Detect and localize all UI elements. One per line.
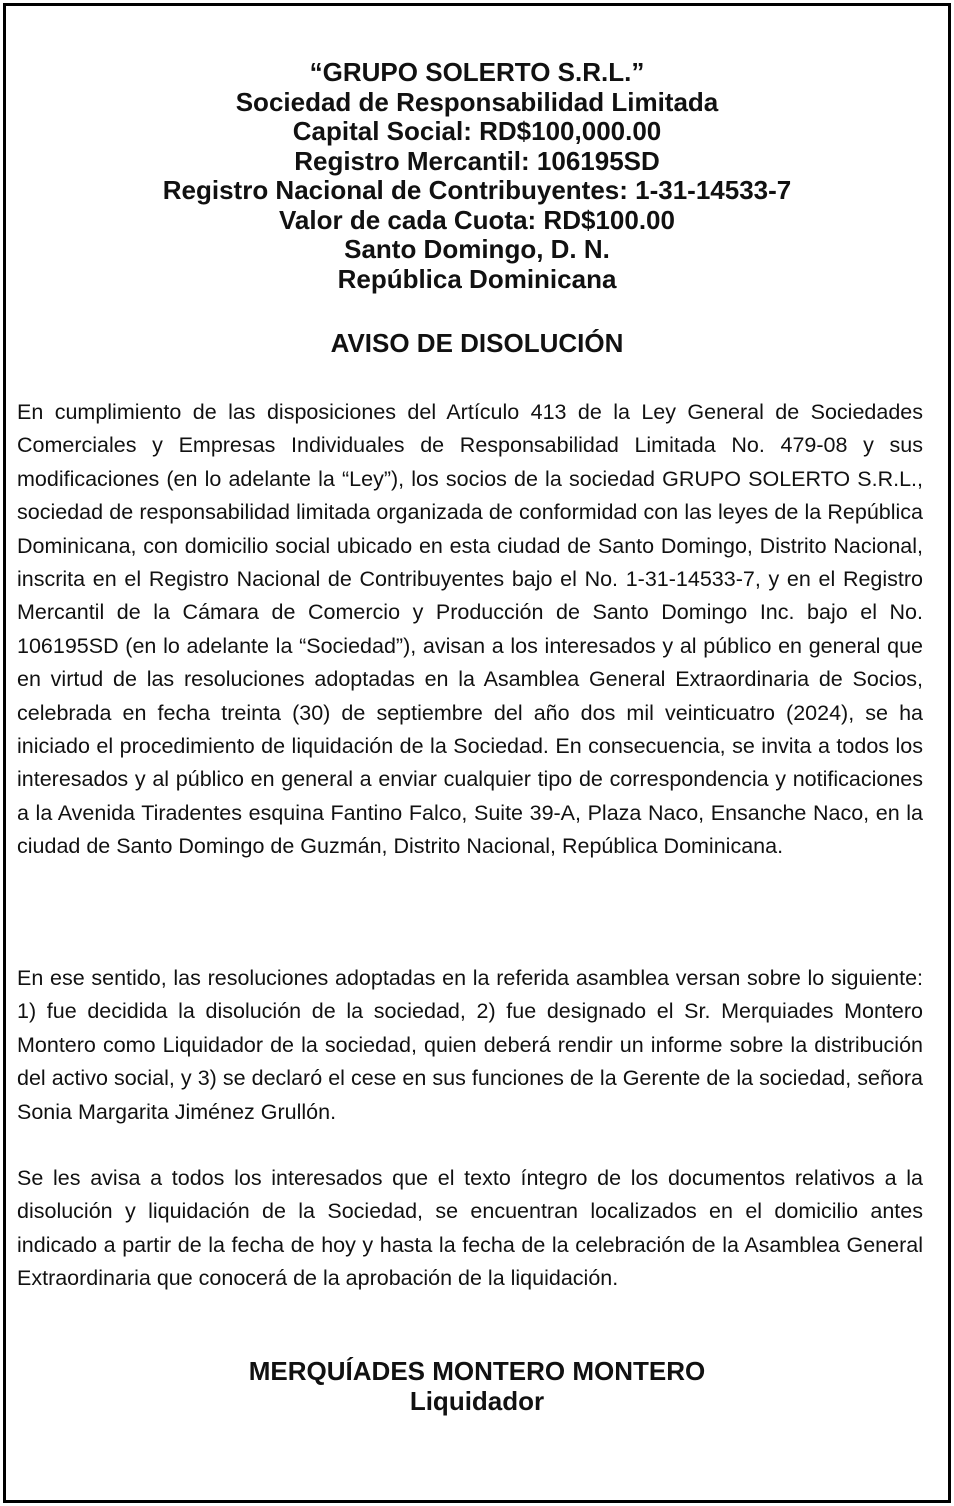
signatory-name: MERQUÍADES MONTERO MONTERO bbox=[248, 1356, 706, 1386]
city: Santo Domingo, D. N. bbox=[344, 234, 610, 264]
company-name: “GRUPO SOLERTO S.R.L.” bbox=[309, 57, 645, 87]
country: República Dominicana bbox=[337, 263, 617, 294]
notice-title: AVISO DE DISOLUCIÓN bbox=[330, 328, 624, 358]
company-type: Sociedad de Responsabilidad Limitada bbox=[235, 86, 719, 117]
notice-paragraph-1 bbox=[17, 396, 923, 864]
registro-mercantil: Registro Mercantil: 106195SD bbox=[294, 145, 660, 176]
share-value: Valor de cada Cuota: RD$100.00 bbox=[279, 204, 675, 235]
signature-block bbox=[0, 1356, 954, 1416]
company-header bbox=[0, 58, 954, 294]
paragraph-text: Se les avisa a todos los interesados que el texto íntegro de los documentos relativos a la disolución y liquidación de la Sociedad, se encuentran localizados en el domicilio antes indicado a partir de la fecha de hoy y hasta la fecha de la celebración de la Asamblea General Extraordinaria que conocerá de la aprobación de la liquidación. bbox=[17, 1166, 923, 1291]
rnc-number: Registro Nacional de Contribuyentes: 1-31-14533-7 bbox=[162, 175, 792, 205]
paragraph-text: En ese sentido, las resoluciones adoptadas en la referida asamblea versan sobre lo siguiente: 1) fue decidida la disolución de la sociedad, 2) fue designado el Sr. Merquiades Montero Montero como Liquidador de la sociedad, quien deberá rendir un informe sobre la distribución del activo social, y 3) se declaró el cese en sus funciones de la Gerente de la sociedad, señora Sonia Margarita Jiménez Grullón. bbox=[17, 966, 923, 1124]
paragraph-text: En cumplimiento de las disposiciones del Artículo 413 de la Ley General de Sociedades Comerciales y Empresas Individuales de Responsabilidad Limitada No. 479-08 y sus modificaciones (en lo adelante la “Ley”), los socios de la sociedad GRUPO SOLERTO S.R.L., sociedad de responsabilidad limitada organizada de conformidad con las leyes de la República Dominicana, con domicilio social ubicado en esta ciudad de Santo Domingo, Distrito Nacional, inscrita en el Registro Nacional de Contribuyentes bajo el No. 1-31-14533-7, y en el Registro Mercantil de la Cámara de Comercio y Producción de Santo Domingo Inc. bajo el No. 106195SD (en lo adelante la “Sociedad”), avisan a los interesados y al público en general que en virtud de las resoluciones adoptadas en la Asamblea General Extraordinaria de Socios, celebrada en fecha treinta (30) de septiembre del año dos mil veinticuatro (2024), se ha iniciado el procedimiento de liquidación de la Sociedad. En consecuencia, se invita a todos los interesados y al público en general a enviar cualquier tipo de correspondencia y notificaciones a la Avenida Tiradentes esquina Fantino Falco, Suite 39-A, Plaza Naco, Ensanche Naco, en la ciudad de Santo Domingo de Guzmán, Distrito Nacional, República Dominicana. bbox=[17, 400, 923, 859]
notice-paragraph-3 bbox=[17, 1162, 923, 1296]
capital-social: Capital Social: RD$100,000.00 bbox=[292, 116, 662, 146]
signatory-role: Liquidador bbox=[409, 1386, 545, 1416]
notice-paragraph-2 bbox=[17, 962, 923, 1129]
